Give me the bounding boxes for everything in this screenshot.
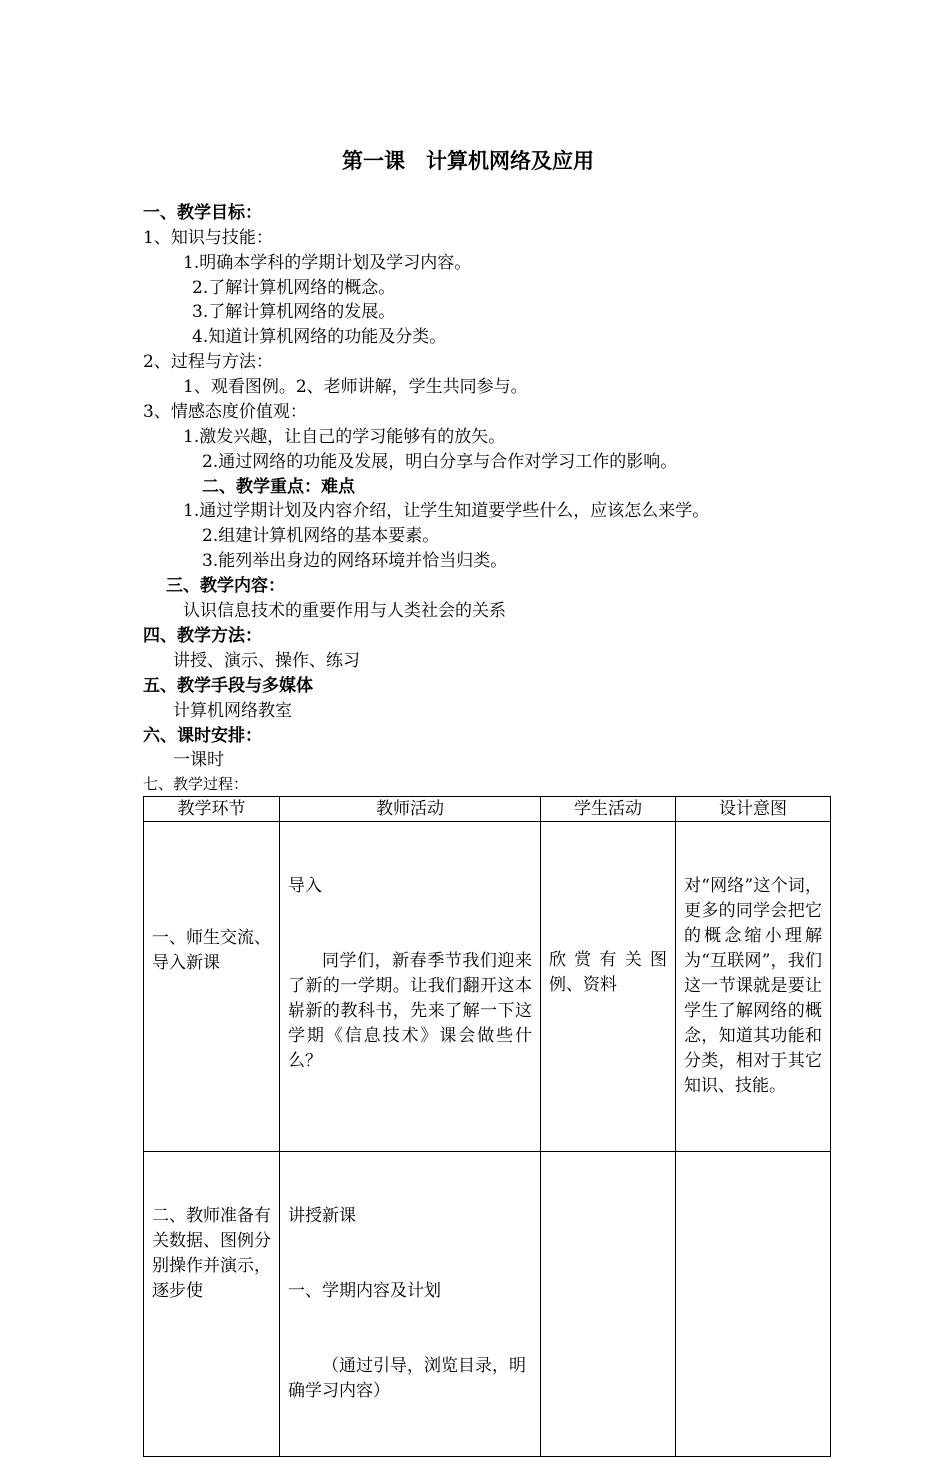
cell-stage — [144, 1152, 280, 1457]
media-text: 计算机网络教室 — [173, 701, 292, 721]
objective-item: 2.了解计算机网络的概念。 — [192, 278, 396, 298]
stage-text: 一、师生交流、导入新课 — [152, 928, 271, 973]
cell-stage — [144, 822, 280, 1152]
header-design-intent: 设计意图 — [676, 797, 831, 822]
teacher-activity-heading: 讲授新课 — [288, 1206, 356, 1226]
cell-teacher-activity — [280, 822, 541, 1152]
attitude-item: 2.通过网络的功能及发展，明白分享与合作对学习工作的影响。 — [202, 452, 678, 472]
teacher-activity-heading: 导入 — [288, 876, 322, 896]
attitude-item: 1.激发兴趣，让自己的学习能够有的放矢。 — [183, 427, 506, 447]
stage-text: 二、教师准备有关数据、图例分别操作并演示，逐步使 — [152, 1206, 271, 1301]
process-method-text: 1、观看图例。2、老师讲解，学生共同参与。 — [183, 377, 528, 397]
key-point-item: 3.能列举出身边的网络环境并恰当归类。 — [202, 551, 508, 571]
objective-item: 4.知道计算机网络的功能及分类。 — [192, 327, 447, 347]
section-heading-media: 五、教学手段与多媒体 — [143, 676, 313, 696]
objective-item: 1.明确本学科的学期计划及学习内容。 — [183, 253, 472, 273]
content-text: 认识信息技术的重要作用与人类社会的关系 — [183, 601, 506, 621]
key-point-item: 2.组建计算机网络的基本要素。 — [202, 526, 440, 546]
student-activity-text: 欣赏有关图例、资料 — [549, 949, 667, 995]
cell-student-activity — [541, 822, 676, 1152]
section-heading-process: 七、教学过程： — [143, 775, 249, 793]
section-heading-key-points: 二、教学重点：难点 — [202, 477, 355, 497]
design-intent-text: 对“网络”这个词，更多的同学会把它的概念缩小理解为“互联网”，我们这一节课就是要让学生了解网络的概念，知道其功能和分类，相对于其它知识、技能。 — [684, 876, 822, 1096]
subsection-attitude-values: 3、情感态度价值观： — [143, 402, 307, 422]
header-stage: 教学环节 — [144, 797, 280, 822]
cell-student-activity — [541, 1152, 676, 1457]
teacher-activity-text: 同学们，新春季节我们迎来了新的一学期。让我们翻开这本崭新的教科书，先来了解一下这学期《信息技术》课会做些什么？ — [288, 951, 532, 1071]
cell-design-intent — [676, 1152, 831, 1457]
section-heading-schedule: 六、课时安排： — [143, 726, 262, 746]
page-title: 第一课 计算机网络及应用 — [342, 149, 594, 173]
objective-item: 3.了解计算机网络的发展。 — [192, 302, 396, 322]
header-student-activity: 学生活动 — [541, 797, 676, 822]
table-row — [144, 1152, 831, 1457]
schedule-text: 一课时 — [173, 750, 224, 770]
subsection-knowledge-skills: 1、知识与技能： — [143, 228, 273, 248]
section-heading-methods: 四、教学方法： — [143, 626, 262, 646]
cell-design-intent — [676, 822, 831, 1152]
subsection-process-method: 2、过程与方法： — [143, 352, 273, 372]
teacher-activity-subheading: 一、学期内容及计划 — [288, 1281, 441, 1301]
methods-text: 讲授、演示、操作、练习 — [173, 651, 360, 671]
teacher-activity-text: （通过引导，浏览目录，明确学习内容） — [288, 1356, 526, 1401]
teaching-process-table — [143, 796, 831, 1457]
header-teacher-activity: 教师活动 — [280, 797, 541, 822]
table-header-row — [144, 797, 831, 822]
section-heading-objectives: 一、教学目标： — [143, 203, 262, 223]
cell-teacher-activity — [280, 1152, 541, 1457]
table-row — [144, 822, 831, 1152]
section-heading-content: 三、教学内容： — [166, 576, 285, 596]
key-point-item: 1.通过学期计划及内容介绍，让学生知道要学些什么，应该怎么来学。 — [183, 501, 710, 521]
